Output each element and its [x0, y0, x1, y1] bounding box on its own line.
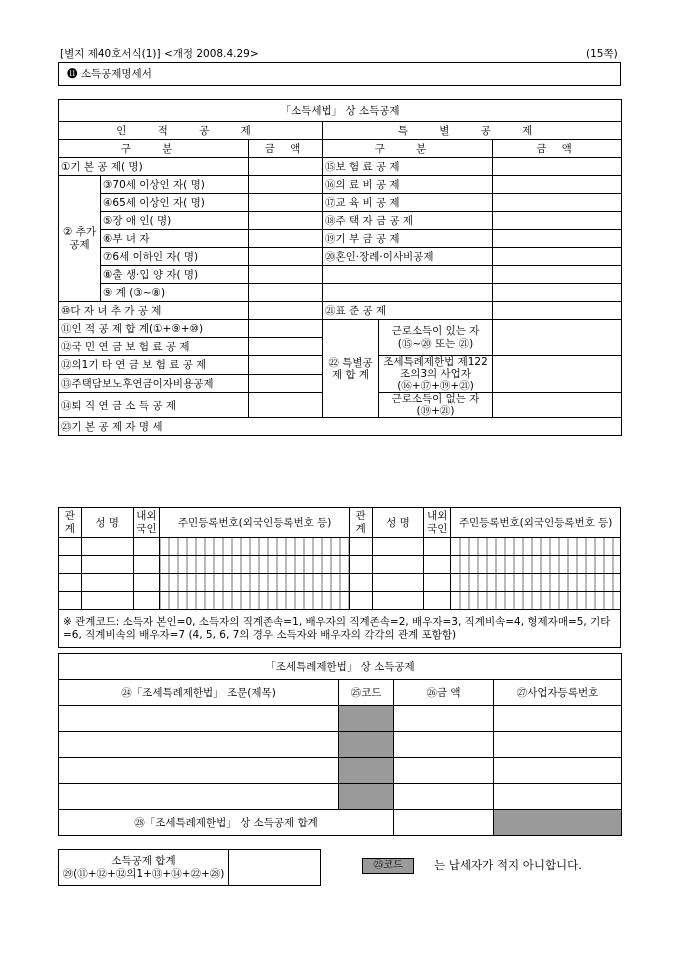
col-bizno: ㉗사업자등록번호 [494, 680, 622, 706]
relation-cell[interactable] [59, 592, 82, 610]
code-cell [339, 784, 394, 810]
total-label-text: 소득공제 합계 [111, 855, 176, 868]
other-pension-label: ⑫의1기 타 연 금 보 험 료 공 제 [59, 356, 249, 375]
code-legend-box [362, 858, 414, 874]
under6-label: ⑦6세 이하인 자( 명) [101, 248, 249, 266]
over65-amount[interactable] [249, 194, 323, 212]
foreign-cell[interactable] [133, 538, 160, 556]
education-deduction-amount[interactable] [493, 194, 622, 212]
id-cell[interactable] [160, 592, 349, 610]
dependents-table [58, 507, 621, 648]
total-deduction-table [58, 849, 321, 886]
birth-adoption-amount[interactable] [249, 266, 323, 284]
multi-child-label: ⑩다 자 녀 추 가 공 제 [59, 302, 249, 320]
id-cell[interactable] [451, 556, 621, 574]
woman-amount[interactable] [249, 230, 323, 248]
national-pension-label: ⑫국 민 연 금 보 험 료 공 제 [59, 338, 249, 356]
relation-cell[interactable] [59, 538, 82, 556]
page-number: (15쪽) [586, 48, 618, 60]
col-code: ㉕코드 [339, 680, 394, 706]
name-cell[interactable] [81, 592, 133, 610]
special-total-label: ㉒ 특별공제 합 계 [323, 320, 379, 418]
over70-amount[interactable] [249, 176, 323, 194]
name-cell[interactable] [372, 592, 424, 610]
disabled-amount[interactable] [249, 212, 323, 230]
code-legend-text: ㉕코드 [373, 860, 403, 871]
blank-special-amount-1 [493, 266, 622, 284]
foreign-cell[interactable] [424, 538, 451, 556]
additional-subtotal-amount[interactable] [249, 284, 323, 302]
article-cell[interactable] [59, 784, 339, 810]
code-cell [339, 706, 394, 732]
special-row [59, 784, 622, 810]
id-cell[interactable] [160, 556, 349, 574]
additional-subtotal-label: ⑨ 계 (③~⑧) [101, 284, 249, 302]
foreign-cell[interactable] [424, 556, 451, 574]
total-formula: ㉙(⑪+⑫+⑫의1+⑬+⑭+㉒+㉘) [62, 867, 225, 880]
col-gubun-left: 구 분 [59, 140, 249, 158]
id-cell[interactable] [451, 574, 621, 592]
id-cell[interactable] [451, 538, 621, 556]
standard-deduction-label: ㉑표 준 공 제 [323, 302, 493, 320]
amount-cell[interactable] [394, 784, 494, 810]
bizno-cell[interactable] [494, 784, 622, 810]
relation-cell[interactable] [349, 538, 372, 556]
special-tax-total-shaded [494, 810, 622, 836]
personal-deduction-title: 인 적 공 제 [59, 122, 323, 140]
code-cell [339, 732, 394, 758]
disabled-label: ⑤장 애 인( 명) [101, 212, 249, 230]
special-tax-title: 「조세특례제한법」 상 소득공제 [59, 654, 622, 680]
col-amount-right: 금 액 [493, 140, 622, 158]
bizno-cell[interactable] [494, 732, 622, 758]
total-deduction-amount[interactable] [229, 850, 321, 886]
personal-total-label: ⑪인 적 공 제 합 계(①+⑨+⑩) [59, 320, 249, 338]
amount-cell[interactable] [394, 732, 494, 758]
special-tax-total-label: ㉘「조세특례제한법」 상 소득공제 합계 [59, 810, 394, 836]
self-employed-label: 조세특례제한법 제122조의3의 사업자 (⑯+⑰+⑲+㉑) [379, 356, 493, 393]
housing-pension-amount[interactable] [249, 374, 323, 393]
foreign-cell[interactable] [424, 592, 451, 610]
income-tax-title: 「소득세법」 상 소득공제 [59, 100, 622, 122]
special-deduction-title: 특 별 공 제 [323, 122, 622, 140]
special-tax-deduction-table [58, 653, 622, 836]
amount-cell[interactable] [394, 758, 494, 784]
article-cell[interactable] [59, 732, 339, 758]
with-labor-label: 근로소득이 있는 자 (⑮~⑳ 또는 ㉑) [379, 320, 493, 356]
name-cell[interactable] [81, 556, 133, 574]
col-article: ㉔「조세특례제한법」 조문(제목) [59, 680, 339, 706]
relation-cell[interactable] [349, 574, 372, 592]
marriage-funeral-deduction-amount[interactable] [493, 248, 622, 266]
col-special-amount: ㉖금 액 [394, 680, 494, 706]
name-cell[interactable] [372, 574, 424, 592]
medical-deduction-label: ⑯의 료 비 공 제 [323, 176, 493, 194]
bizno-cell[interactable] [494, 706, 622, 732]
income-tax-deduction-table [58, 99, 622, 436]
col-name-right: 성 명 [372, 508, 424, 538]
without-labor-label: 근로소득이 없는 자 (⑲+㉑) [379, 393, 493, 418]
self-employed-amount[interactable] [493, 356, 622, 393]
col-relation-left: 관계 [59, 508, 82, 538]
medical-deduction-amount[interactable] [493, 176, 622, 194]
form-number: [별지 제40호서식(1)] <개정 2008.4.29> [60, 48, 259, 60]
name-cell[interactable] [372, 538, 424, 556]
woman-label: ⑥부 녀 자 [101, 230, 249, 248]
article-cell[interactable] [59, 706, 339, 732]
id-cell[interactable] [160, 538, 349, 556]
dependents-title: ㉓기 본 공 제 자 명 세 [59, 418, 622, 436]
education-deduction-label: ⑰교 육 비 공 제 [323, 194, 493, 212]
housing-fund-deduction-label: ⑱주 택 자 금 공 제 [323, 212, 493, 230]
basic-deduction-amount[interactable] [249, 158, 323, 176]
special-row [59, 732, 622, 758]
relation-cell[interactable] [349, 556, 372, 574]
marriage-funeral-deduction-label: ⑳혼인·장례·이사비공제 [323, 248, 493, 266]
retirement-pension-amount[interactable] [249, 393, 323, 418]
section-title: ⓫ 소득공제명세서 [67, 68, 152, 80]
relation-cell[interactable] [349, 592, 372, 610]
code-legend-note: 는 납세자가 적지 아니합니다. [434, 858, 582, 872]
blank-special-1 [323, 266, 493, 284]
over70-label: ③70세 이상인 자( 명) [101, 176, 249, 194]
amount-cell[interactable] [394, 706, 494, 732]
relation-code-note [59, 610, 621, 648]
foreign-cell[interactable] [133, 592, 160, 610]
housing-fund-deduction-amount[interactable] [493, 212, 622, 230]
blank-special-2 [323, 284, 493, 302]
col-amount-left: 금 액 [249, 140, 323, 158]
bizno-cell[interactable] [494, 758, 622, 784]
foreign-cell[interactable] [133, 556, 160, 574]
relation-cell[interactable] [59, 556, 82, 574]
id-cell[interactable] [160, 574, 349, 592]
col-name-left: 성 명 [81, 508, 133, 538]
housing-pension-label: ⑬주택담보노후연금이자비용공제 [59, 374, 249, 393]
id-cell[interactable] [451, 592, 621, 610]
additional-deduction-label: ② 추가 공제 [59, 176, 101, 302]
dependent-row [59, 592, 621, 610]
blank-special-amount-2 [493, 284, 622, 302]
national-pension-amount[interactable] [249, 338, 323, 356]
name-cell[interactable] [372, 556, 424, 574]
col-id-right: 주민등록번호(외국인등록번호 등) [451, 508, 621, 538]
donation-deduction-label: ⑲기 부 금 공 제 [323, 230, 493, 248]
dependent-row [59, 574, 621, 592]
basic-deduction-label: ①기 본 공 제( 명) [59, 158, 249, 176]
col-foreign-right: 내외 국인 [424, 508, 451, 538]
col-foreign-left: 내외 국인 [133, 508, 160, 538]
special-tax-total-amount[interactable] [394, 810, 494, 836]
foreign-cell[interactable] [424, 574, 451, 592]
with-labor-amount[interactable] [493, 320, 622, 356]
multi-child-amount[interactable] [249, 302, 323, 320]
retirement-pension-label: ⑭퇴 직 연 금 소 득 공 제 [59, 393, 249, 418]
without-labor-amount[interactable] [493, 393, 622, 418]
total-deduction-label [59, 850, 229, 886]
foreign-cell[interactable] [133, 574, 160, 592]
donation-deduction-amount[interactable] [493, 230, 622, 248]
insurance-deduction-amount[interactable] [493, 158, 622, 176]
dependent-row [59, 538, 621, 556]
col-id-left: 주민등록번호(외국인등록번호 등) [160, 508, 349, 538]
special-row [59, 706, 622, 732]
code-cell [339, 758, 394, 784]
article-cell[interactable] [59, 758, 339, 784]
note-text: 관계코드: 소득자 본인=0, 소득자의 직계존속=1, 배우자의 직계존속=2, 배우자=3, 직계비속=4, 형제자매=5, 기타=6, 직계비속의 배우자=7 (4, 5, 6, 7의 경우 소득자와 배우자의 각각의 관계 포함함) [63, 616, 611, 641]
name-cell[interactable] [81, 538, 133, 556]
over65-label: ④65세 이상인 자( 명) [101, 194, 249, 212]
col-gubun-right: 구 분 [323, 140, 493, 158]
personal-total-amount[interactable] [249, 320, 323, 338]
relation-cell[interactable] [59, 574, 82, 592]
insurance-deduction-label: ⑮보 험 료 공 제 [323, 158, 493, 176]
under6-amount[interactable] [249, 248, 323, 266]
section-title-box [58, 62, 621, 86]
note-mark: ※ [63, 616, 72, 629]
col-relation-right: 관계 [349, 508, 372, 538]
standard-deduction-amount[interactable] [493, 302, 622, 320]
birth-adoption-label: ⑧출 생·입 양 자( 명) [101, 266, 249, 284]
special-row [59, 758, 622, 784]
name-cell[interactable] [81, 574, 133, 592]
dependent-row [59, 556, 621, 574]
other-pension-amount[interactable] [249, 356, 323, 375]
